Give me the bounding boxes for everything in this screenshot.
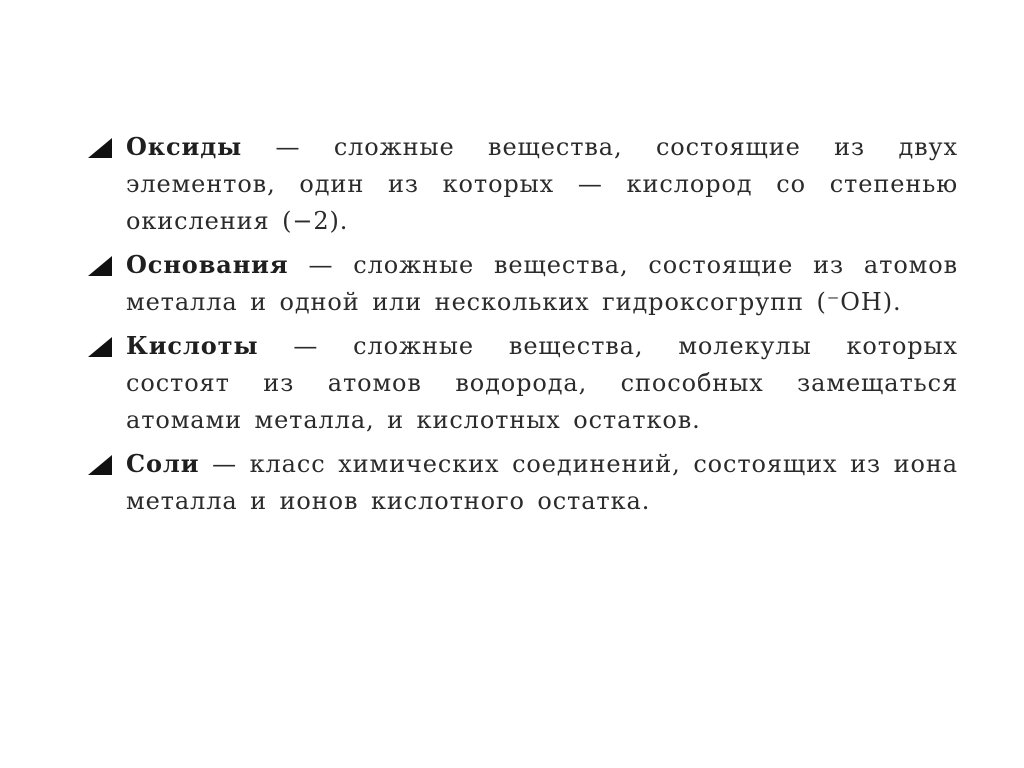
definition-salts	[86, 445, 958, 520]
term-acids: Кислоты	[126, 331, 259, 360]
triangle-bullet-icon	[88, 455, 112, 475]
definition-text-acids: — сложные вещества, молекулы которых состоят из атомов водорода, способных замещаться атомами металла, и кислотных остатков.	[126, 332, 958, 434]
triangle-bullet-icon	[88, 337, 112, 357]
term-salts: Соли	[126, 449, 200, 478]
definition-text-oxides: — сложные вещества, состоящие из двух элементов, один из которых — кислород со степенью окисления (−2).	[126, 133, 958, 235]
definition-text-bases: — сложные вещества, состоящие из атомов металла и одной или нескольких гидроксогрупп (⁻OH).	[126, 251, 958, 316]
term-bases: Основания	[126, 250, 289, 279]
triangle-bullet-icon	[88, 256, 112, 276]
definition-text-salts: — класс химических соединений, состоящих из иона металла и ионов кислотного остатка.	[126, 450, 958, 515]
definition-bases	[86, 246, 958, 321]
triangle-bullet-icon	[88, 138, 112, 158]
term-oxides: Оксиды	[126, 132, 243, 161]
definition-oxides	[86, 128, 958, 240]
definitions-list	[86, 128, 958, 526]
definition-acids	[86, 327, 958, 439]
